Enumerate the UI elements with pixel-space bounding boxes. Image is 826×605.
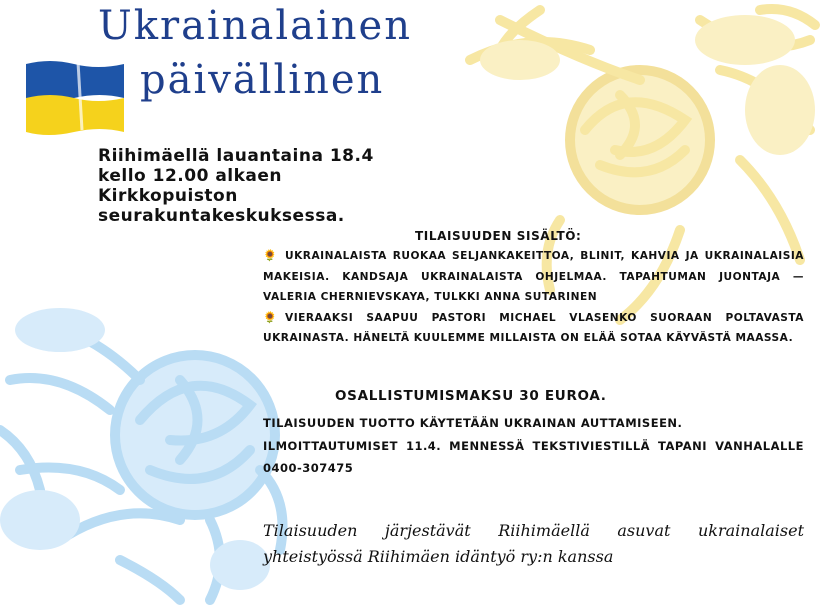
program-item-text: UKRAINALAISTA RUOKAA SELJANKAKEITTOA, BLINIT, KAHVIA JA UKRAINALAISIA MAKEISIA. KANDSAJA UKRAINALAISTA OHJELMAA. TAPAHTUMAN JUONTAJA — VALERIA CHERNIEVSKAYA, TULKKI ANNA SUTARINEN	[263, 250, 804, 303]
venue-period: .	[337, 206, 345, 226]
program-list	[263, 246, 804, 349]
registration-text: ILMOITTAUTUMISET 11.4. MENNESSÄ TEKSTIVIESTILLÄ TAPANI VANHALALLE 0400-307475	[263, 438, 804, 475]
venue-name: seurakuntakeskuksessa	[98, 206, 338, 226]
title-line-2: päivällinen	[140, 57, 385, 103]
program-heading: TILAISUUDEN SISÄLTÖ:	[415, 229, 582, 243]
venue-line-1: Kirkkopuiston	[98, 186, 238, 206]
program-item	[263, 246, 804, 308]
blue-rose-illustration	[0, 308, 283, 600]
date-line: Riihimäellä lauantaina 18.4	[98, 146, 374, 166]
organizers-text: Tilaisuuden järjestävät Riihimäellä asuvat ukrainalaiset yhteistyössä Riihimäen idäntyö ry:n kanssa	[263, 521, 804, 566]
proceeds-text: TILAISUUDEN TUOTTO KÄYTETÄÄN UKRAINAN AUTTAMISEEN.	[263, 416, 683, 430]
ukraine-flag-icon	[22, 58, 128, 138]
date-location	[98, 146, 374, 226]
sunflower-icon: 🌻	[263, 249, 278, 262]
sunflower-icon: 🌻	[263, 310, 278, 324]
time-line: kello 12.00 alkaen	[98, 166, 283, 186]
program-item-text: VIERAAKSI SAAPUU PASTORI MICHAEL VLASENKO SUORAAN POLTAVASTA UKRAINASTA. HÄNELTÄ KUULEMME MILLAISTA ON ELÄÄ SOTAA KÄYVÄSTÄ MAASSA.	[263, 311, 804, 344]
title-line-1: Ukrainalainen	[98, 3, 412, 49]
program-item	[263, 308, 804, 349]
info-block	[263, 412, 804, 480]
participation-fee: OSALLISTUMISMAKSU 30 EUROA.	[335, 388, 607, 404]
venue-line-2	[98, 206, 374, 226]
